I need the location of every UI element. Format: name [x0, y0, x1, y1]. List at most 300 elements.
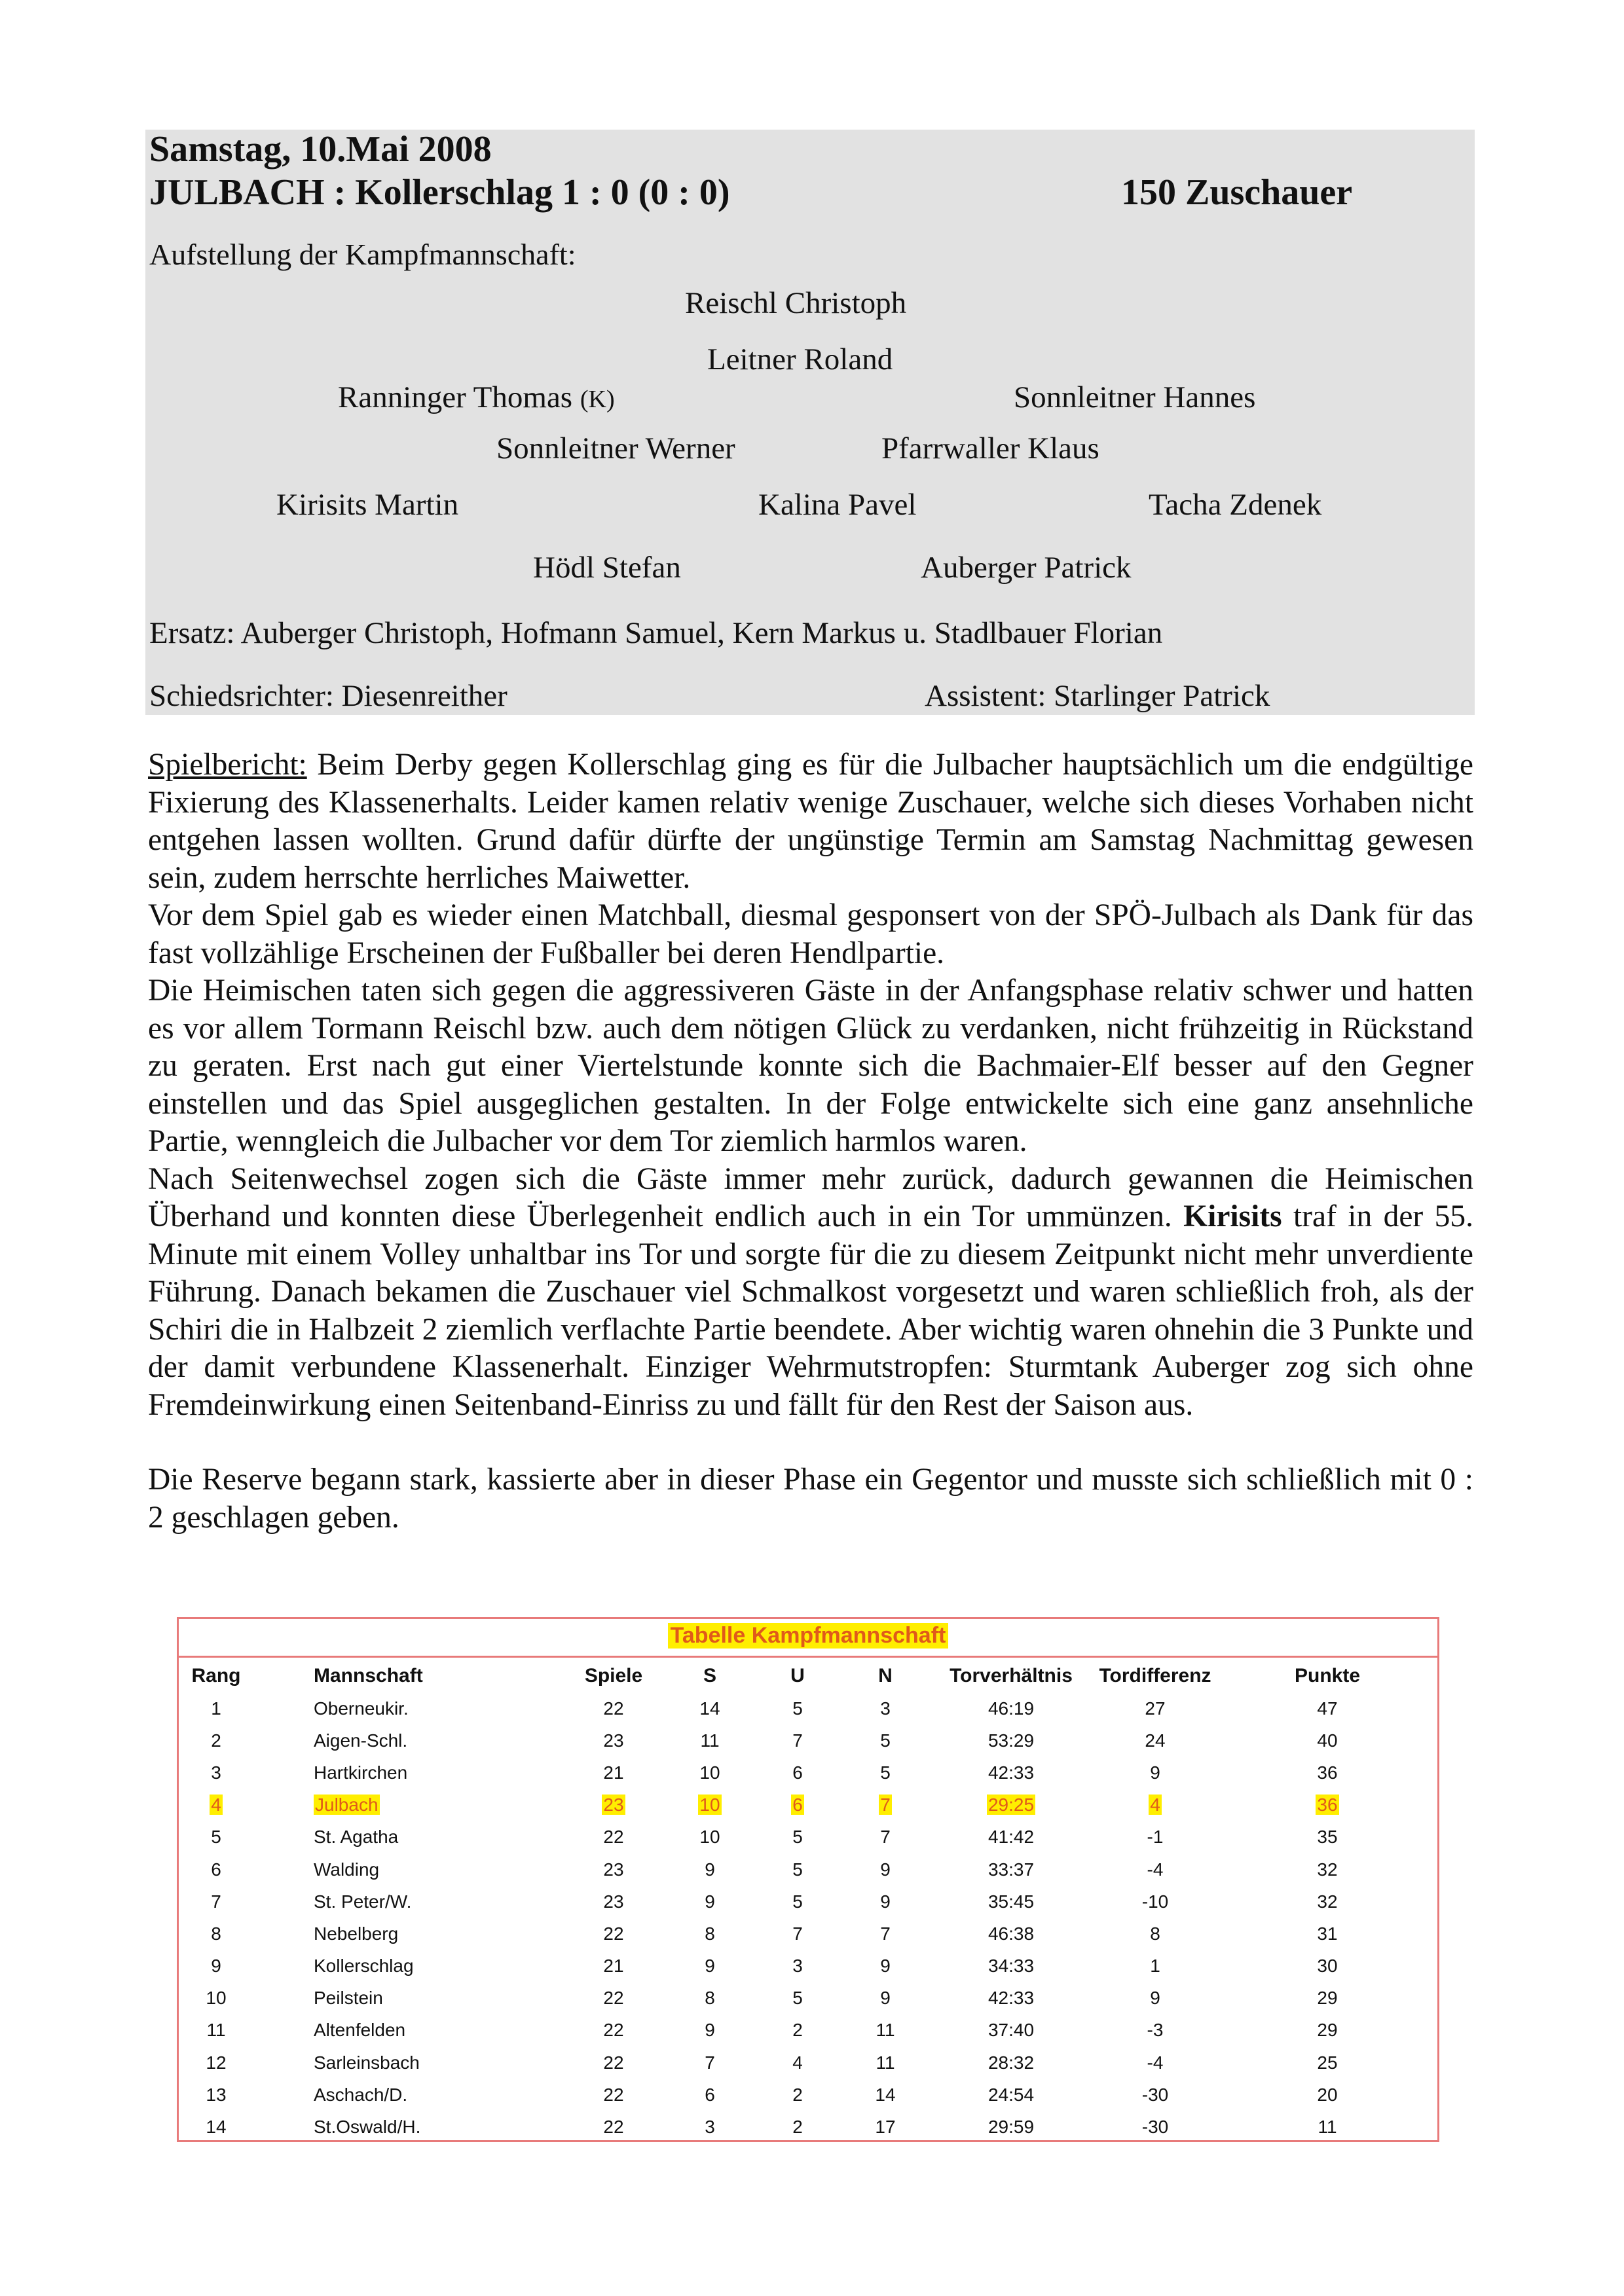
table-cell — [1217, 2014, 1437, 2047]
player-name: Ranninger Thomas — [338, 380, 573, 414]
table-cell — [754, 1789, 841, 1821]
table-cell — [179, 1821, 253, 1853]
cell-value: 2 — [211, 1730, 221, 1751]
table-row — [179, 1950, 1437, 1982]
cell-value: 9 — [1150, 1762, 1160, 1783]
table-cell — [1093, 1853, 1217, 1886]
cell-value: -4 — [1147, 2052, 1164, 2073]
col-header: N — [878, 1665, 893, 1686]
table-cell — [561, 2014, 666, 2047]
cell-value: 5 — [792, 1698, 803, 1719]
cell-value: -30 — [1141, 2117, 1169, 2138]
table-cell — [253, 1724, 561, 1757]
table-cell — [929, 1886, 1093, 1918]
table-cell — [1217, 1886, 1437, 1918]
table-cell — [841, 1821, 929, 1853]
table-cell — [1217, 1950, 1437, 1982]
cell-value: -30 — [1141, 2084, 1169, 2105]
cell-value: 33:37 — [987, 1859, 1035, 1880]
player-name: Kalina Pavel — [758, 488, 917, 522]
table-cell — [253, 1757, 561, 1789]
cell-value: 47 — [1317, 1698, 1338, 1719]
cell-value: 2 — [792, 2084, 803, 2105]
table-cell — [666, 1821, 754, 1853]
cell-value: 11 — [206, 2020, 226, 2041]
cell-value: 23 — [603, 1859, 624, 1880]
cell-value: St. Agatha — [314, 1827, 399, 1848]
table-cell — [754, 1950, 841, 1982]
table-row — [179, 2079, 1437, 2111]
table-cell — [841, 1918, 929, 1950]
cell-value: -10 — [1141, 1891, 1169, 1912]
table-cell — [929, 1918, 1093, 1950]
cell-value: 22 — [603, 1827, 624, 1848]
table-cell — [929, 1757, 1093, 1789]
table-cell — [253, 2014, 561, 2047]
player-name: Sonnleitner Werner — [496, 431, 735, 465]
cell-value: 11 — [876, 2020, 895, 2041]
table-cell — [179, 1886, 253, 1918]
table-title: Tabelle Kampfmannschaft — [668, 1623, 949, 1649]
table-cell — [561, 1757, 666, 1789]
table-cell — [929, 1692, 1093, 1724]
cell-value: 10 — [699, 1795, 720, 1815]
cell-value: 3 — [211, 1762, 221, 1783]
assistant-referee: Assistent: Starlinger Patrick — [925, 679, 1270, 713]
table-cell — [841, 2047, 929, 2079]
cell-value: 41:42 — [987, 1827, 1035, 1848]
table-cell — [754, 1692, 841, 1724]
table-title-bar — [179, 1619, 1437, 1658]
table-row — [179, 2111, 1437, 2143]
cell-value: 23 — [603, 1891, 624, 1912]
cell-value: 22 — [603, 2052, 624, 2073]
table-row — [179, 1757, 1437, 1789]
cell-value: -1 — [1147, 1827, 1164, 1848]
table-cell — [1217, 1789, 1437, 1821]
cell-value: 3 — [880, 1698, 891, 1719]
player-name: Leitner Roland — [707, 342, 893, 376]
table-cell — [1217, 1821, 1437, 1853]
table-cell — [253, 1886, 561, 1918]
table-cell — [929, 2014, 1093, 2047]
cell-value: 9 — [705, 1859, 715, 1880]
table-cell — [179, 1950, 253, 1982]
table-cell — [179, 1918, 253, 1950]
table-cell — [179, 1982, 253, 2014]
cell-value: 7 — [880, 1827, 891, 1848]
report-label: Spielbericht: — [148, 748, 307, 782]
cell-value: 7 — [705, 2052, 715, 2073]
table-cell — [666, 1950, 754, 1982]
cell-value: 5 — [792, 1891, 803, 1912]
table-cell — [253, 2111, 561, 2143]
cell-value: 13 — [206, 2084, 227, 2105]
cell-value: Julbach — [315, 1795, 378, 1815]
table-cell — [1217, 2111, 1437, 2143]
table-cell — [1217, 2079, 1437, 2111]
table-cell — [929, 2079, 1093, 2111]
cell-value: 12 — [206, 2052, 227, 2073]
report-paragraph: Vor dem Spiel gab es wieder einen Matchball, diesmal gesponsert von der SPÖ-Julbach als Dank für das fast vollzählige Erscheinen der Fußballer bei deren Hendlpartie. — [148, 898, 1473, 970]
table-cell — [561, 1821, 666, 1853]
table-cell — [666, 1692, 754, 1724]
cell-value: 17 — [875, 2117, 896, 2138]
table-cell — [1217, 1757, 1437, 1789]
cell-value: 27 — [1145, 1698, 1166, 1719]
player-name: Kirisits Martin — [276, 488, 459, 522]
cell-value: 2 — [792, 2020, 803, 2041]
table-cell — [754, 1724, 841, 1757]
cell-value: 14 — [206, 2117, 227, 2138]
cell-value: 4 — [211, 1795, 221, 1815]
col-header: Punkte — [1294, 1665, 1361, 1686]
report-paragraph: Spielbericht: Beim Derby gegen Kollerschlag ging es für die Julbacher hauptsächlich um die endgültige Fixierung des Klassenerhalts. Leider kamen relativ wenige Zuschauer, welche sich dieses Vorhaben nicht entgehen lassen wollten. Grund dafür dürfte der ungünstige Termin am Samstag Nachmittag gewesen sein, zudem herrschte herrliches Maiwetter. — [148, 748, 1473, 895]
cell-value: 10 — [699, 1827, 720, 1848]
table-cell — [561, 1853, 666, 1886]
cell-value: 5 — [792, 1827, 803, 1848]
cell-value: 2 — [792, 2117, 803, 2138]
table-cell — [841, 1982, 929, 2014]
table-cell — [179, 2014, 253, 2047]
cell-value: Kollerschlag — [314, 1956, 414, 1977]
table-cell — [179, 1724, 253, 1757]
table-cell — [561, 1886, 666, 1918]
cell-value: 5 — [792, 1859, 803, 1880]
cell-value: 30 — [1317, 1956, 1338, 1977]
table-cell — [1217, 1853, 1437, 1886]
cell-value: 42:33 — [987, 1762, 1035, 1783]
table-cell — [253, 1950, 561, 1982]
cell-value: 3 — [792, 1956, 803, 1977]
cell-value: 36 — [1317, 1762, 1338, 1783]
player-captain — [338, 380, 615, 415]
cell-value: 5 — [880, 1762, 891, 1783]
table-cell — [179, 2111, 253, 2143]
cell-value: 32 — [1317, 1891, 1338, 1912]
report-paragraph-reserve: Die Reserve begann stark, kassierte aber in dieser Phase ein Gegentor und musste sich schließlich mit 0 : 2 geschlagen geben. — [148, 1463, 1473, 1535]
report-paragraph: Nach Seitenwechsel zogen sich die Gäste immer mehr zurück, dadurch gewannen die Heimischen Überhand und konnten diese Überlegenheit endlich auch in ein Tor ummünzen. Kirisits traf in der 55. Minute mit einem Volley unhaltbar ins Tor und sorgte für die zu diesem Zeitpunkt nicht mehr unverdiente Führung. Danach bekamen die Zuschauer viel Schmalkost vorgesetzt und waren schließlich froh, als der Schiri die in Halbzeit 2 ziemlich verflachte Partie beendete. Aber wichtig waren ohnehin die 3 Punkte und der damit verbundene Klassenerhalt. Einziger Wehrmutstropfen: Sturmtank Auberger zog sich ohne Fremdeinwirkung einen Seitenband-Einriss zu und fällt für den Rest der Saison aus. — [148, 1161, 1473, 1422]
cell-value: Altenfelden — [314, 2020, 406, 2041]
player-goalkeeper: Reischl Christoph — [685, 286, 907, 320]
table-cell — [1093, 1757, 1217, 1789]
cell-value: 31 — [1317, 1923, 1338, 1944]
table-cell — [841, 2079, 929, 2111]
table-cell — [754, 1853, 841, 1886]
table-cell — [253, 1821, 561, 1853]
table-cell — [1093, 1950, 1217, 1982]
table-cell — [1093, 1982, 1217, 2014]
table-cell — [179, 1692, 253, 1724]
cell-value: 22 — [603, 2020, 624, 2041]
table-cell — [561, 2111, 666, 2143]
lineup-label: Aufstellung der Kampfmannschaft: — [149, 238, 576, 271]
cell-value: 22 — [603, 1988, 624, 2009]
cell-value: 24:54 — [987, 2084, 1035, 2105]
table-cell — [841, 1692, 929, 1724]
cell-value: 1 — [1150, 1956, 1160, 1977]
table-cell — [1217, 1692, 1437, 1724]
cell-value: 7 — [211, 1891, 221, 1912]
cell-value: 29 — [1317, 2020, 1338, 2041]
cell-value: 5 — [880, 1730, 891, 1751]
cell-value: 9 — [880, 1891, 891, 1912]
table-cell — [179, 2047, 253, 2079]
cell-value: 37:40 — [987, 2020, 1035, 2041]
table-cell — [841, 1789, 929, 1821]
player-name: Hödl Stefan — [533, 551, 681, 585]
table-cell — [841, 2014, 929, 2047]
table-cell — [666, 2079, 754, 2111]
table-cell — [561, 2047, 666, 2079]
table-cell — [561, 1692, 666, 1724]
table-cell — [1093, 1789, 1217, 1821]
captain-mark: (K) — [580, 386, 615, 413]
cell-value: 9 — [880, 1988, 891, 2009]
cell-value: 8 — [705, 1923, 715, 1944]
table-cell — [929, 1853, 1093, 1886]
player-name: Pfarrwaller Klaus — [881, 431, 1099, 465]
cell-value: 6 — [792, 1795, 803, 1815]
cell-value: 7 — [792, 1923, 803, 1944]
player-name: Auberger Patrick — [921, 551, 1132, 585]
table-cell — [1093, 2079, 1217, 2111]
cell-value: Hartkirchen — [314, 1762, 408, 1783]
table-cell — [666, 1982, 754, 2014]
cell-value: 8 — [1150, 1923, 1160, 1944]
table-cell — [841, 1950, 929, 1982]
cell-value: 23 — [603, 1730, 624, 1751]
match-report — [148, 746, 1473, 1537]
table-cell — [253, 1789, 561, 1821]
cell-value: 10 — [206, 1988, 227, 2009]
col-header: U — [790, 1665, 805, 1686]
table-cell — [666, 1918, 754, 1950]
table-cell — [754, 2111, 841, 2143]
table-cell — [754, 1918, 841, 1950]
table-cell — [841, 1886, 929, 1918]
table-cell — [253, 1982, 561, 2014]
cell-value: 9 — [211, 1956, 221, 1977]
cell-value: 11 — [876, 2052, 895, 2073]
table-cell — [561, 1950, 666, 1982]
table-cell — [929, 1821, 1093, 1853]
cell-value: 21 — [603, 1956, 624, 1977]
cell-value: 53:29 — [987, 1730, 1035, 1751]
table-row — [179, 2047, 1437, 2079]
table-cell — [253, 1918, 561, 1950]
cell-value: 21 — [603, 1762, 624, 1783]
table-cell — [1093, 2047, 1217, 2079]
table-cell — [754, 2047, 841, 2079]
cell-value: 35 — [1317, 1827, 1338, 1848]
table-row — [179, 1918, 1437, 1950]
table-cell — [253, 1692, 561, 1724]
table-cell — [841, 2111, 929, 2143]
cell-value: 8 — [211, 1923, 221, 1944]
table-cell — [1093, 1821, 1217, 1853]
cell-value: 4 — [1150, 1795, 1160, 1815]
cell-value: 1 — [211, 1698, 221, 1719]
standings-table — [179, 1660, 1437, 2143]
cell-value: 32 — [1317, 1859, 1338, 1880]
table-cell — [754, 1886, 841, 1918]
table-cell — [1093, 1692, 1217, 1724]
cell-value: 25 — [1317, 2052, 1338, 2073]
table-cell — [841, 1757, 929, 1789]
match-result: JULBACH : Kollerschlag 1 : 0 (0 : 0) — [149, 172, 730, 213]
cell-value: -4 — [1147, 1859, 1164, 1880]
table-cell — [666, 2111, 754, 2143]
cell-value: 22 — [603, 2084, 624, 2105]
table-cell — [754, 1757, 841, 1789]
table-cell — [666, 2014, 754, 2047]
cell-value: 7 — [880, 1923, 891, 1944]
table-cell — [253, 1853, 561, 1886]
cell-value: St.Oswald/H. — [314, 2117, 421, 2138]
cell-value: 34:33 — [987, 1956, 1035, 1977]
cell-value: 3 — [705, 2117, 715, 2138]
col-header: S — [703, 1665, 716, 1686]
cell-value: 14 — [875, 2084, 896, 2105]
table-cell — [253, 2047, 561, 2079]
cell-value: 46:19 — [987, 1698, 1035, 1719]
col-header: Tordifferenz — [1099, 1665, 1211, 1686]
cell-value: 24 — [1145, 1730, 1166, 1751]
col-header: Rang — [191, 1665, 241, 1686]
table-row — [179, 1692, 1437, 1724]
table-cell — [929, 1789, 1093, 1821]
table-cell — [754, 1821, 841, 1853]
cell-value: 36 — [1317, 1795, 1338, 1815]
cell-value: 7 — [792, 1730, 803, 1751]
table-cell — [1093, 1886, 1217, 1918]
table-cell — [561, 1918, 666, 1950]
cell-value: Aschach/D. — [314, 2084, 408, 2105]
table-cell — [561, 1789, 666, 1821]
cell-value: 6 — [705, 2084, 715, 2105]
cell-value: 35:45 — [987, 1891, 1035, 1912]
table-cell — [561, 1724, 666, 1757]
cell-value: 46:38 — [987, 1923, 1035, 1944]
cell-value: Walding — [314, 1859, 380, 1880]
cell-value: 9 — [880, 1859, 891, 1880]
cell-value: 5 — [792, 1988, 803, 2009]
cell-value: 6 — [792, 1762, 803, 1783]
table-cell — [1217, 1918, 1437, 1950]
cell-value: 9 — [705, 1891, 715, 1912]
col-header: Mannschaft — [314, 1665, 423, 1686]
cell-value: 9 — [1150, 1988, 1160, 2009]
table-row — [179, 1982, 1437, 2014]
cell-value: 29 — [1317, 1988, 1338, 2009]
cell-value: 10 — [699, 1762, 720, 1783]
cell-value: St. Peter/W. — [314, 1891, 412, 1912]
table-row — [179, 1789, 1437, 1821]
cell-value: -3 — [1147, 2020, 1164, 2041]
table-cell — [929, 1950, 1093, 1982]
table-row — [179, 1886, 1437, 1918]
cell-value: 20 — [1317, 2084, 1338, 2105]
table-row — [179, 1821, 1437, 1853]
table-cell — [929, 2047, 1093, 2079]
table-cell — [754, 2079, 841, 2111]
table-cell — [841, 1853, 929, 1886]
cell-value: 9 — [705, 1956, 715, 1977]
cell-value: 23 — [603, 1795, 624, 1815]
cell-value: 11 — [1318, 2117, 1337, 2138]
table-cell — [179, 1757, 253, 1789]
table-cell — [179, 2079, 253, 2111]
table-row — [179, 1724, 1437, 1757]
cell-value: 40 — [1317, 1730, 1338, 1751]
table-cell — [841, 1724, 929, 1757]
table-cell — [666, 2047, 754, 2079]
cell-value: 22 — [603, 1923, 624, 1944]
cell-value: 6 — [211, 1859, 221, 1880]
table-cell — [666, 1853, 754, 1886]
cell-value: 28:32 — [987, 2052, 1035, 2073]
cell-value: 22 — [603, 1698, 624, 1719]
cell-value: Peilstein — [314, 1988, 383, 2009]
cell-value: Aigen-Schl. — [314, 1730, 408, 1751]
report-paragraph: Die Heimischen taten sich gegen die aggressiveren Gäste in der Anfangsphase relativ schwer und hatten es vor allem Tormann Reischl bzw. auch dem nötigen Glück zu verdanken, nicht frühzeitig in Rückstand zu geraten. Erst nach gut einer Viertelstunde konnte sich die Bachmaier-Elf besser auf den Gegner einstellen und das Spiel ausgeglichen gestalten. In der Folge entwickelte sich eine ganz ansehnliche Partie, wenngleich die Julbacher vor dem Tor ziemlich harmlos waren. — [148, 974, 1473, 1158]
table-cell — [929, 2111, 1093, 2143]
table-cell — [253, 2079, 561, 2111]
table-cell — [754, 2014, 841, 2047]
player-name: Tacha Zdenek — [1149, 488, 1322, 522]
table-cell — [754, 1982, 841, 2014]
table-body — [179, 1692, 1437, 2143]
table-cell — [666, 1724, 754, 1757]
table-cell — [666, 1757, 754, 1789]
cell-value: 42:33 — [987, 1988, 1035, 2009]
cell-value: 7 — [880, 1795, 891, 1815]
cell-value: 11 — [700, 1730, 720, 1751]
league-table — [177, 1617, 1439, 2142]
cell-value: Nebelberg — [314, 1923, 399, 1944]
cell-value: 9 — [705, 2020, 715, 2041]
cell-value: Oberneukir. — [314, 1698, 409, 1719]
table-cell — [1217, 1982, 1437, 2014]
table-header-row — [179, 1660, 1437, 1692]
table-row — [179, 1853, 1437, 1886]
table-cell — [1217, 2047, 1437, 2079]
cell-value: Sarleinsbach — [314, 2052, 420, 2073]
cell-value: 14 — [699, 1698, 720, 1719]
table-cell — [666, 1886, 754, 1918]
scorer-name: Kirisits — [1183, 1199, 1282, 1233]
table-cell — [666, 1789, 754, 1821]
referee: Schiedsrichter: Diesenreither — [149, 679, 507, 713]
table-cell — [1093, 2111, 1217, 2143]
table-cell — [929, 1724, 1093, 1757]
table-cell — [1093, 2014, 1217, 2047]
col-header: Spiele — [584, 1665, 643, 1686]
table-cell — [179, 1789, 253, 1821]
table-row — [179, 2014, 1437, 2047]
player-name: Sonnleitner Hannes — [1014, 380, 1256, 414]
table-cell — [1217, 1724, 1437, 1757]
cell-value: 8 — [705, 1988, 715, 2009]
cell-value: 29:59 — [987, 2117, 1035, 2138]
table-cell — [561, 1982, 666, 2014]
table-cell — [1093, 1918, 1217, 1950]
col-header: Torverhältnis — [950, 1665, 1073, 1686]
cell-value: 22 — [603, 2117, 624, 2138]
table-cell — [929, 1982, 1093, 2014]
substitutes: Ersatz: Auberger Christoph, Hofmann Samuel, Kern Markus u. Stadlbauer Florian — [149, 616, 1163, 650]
